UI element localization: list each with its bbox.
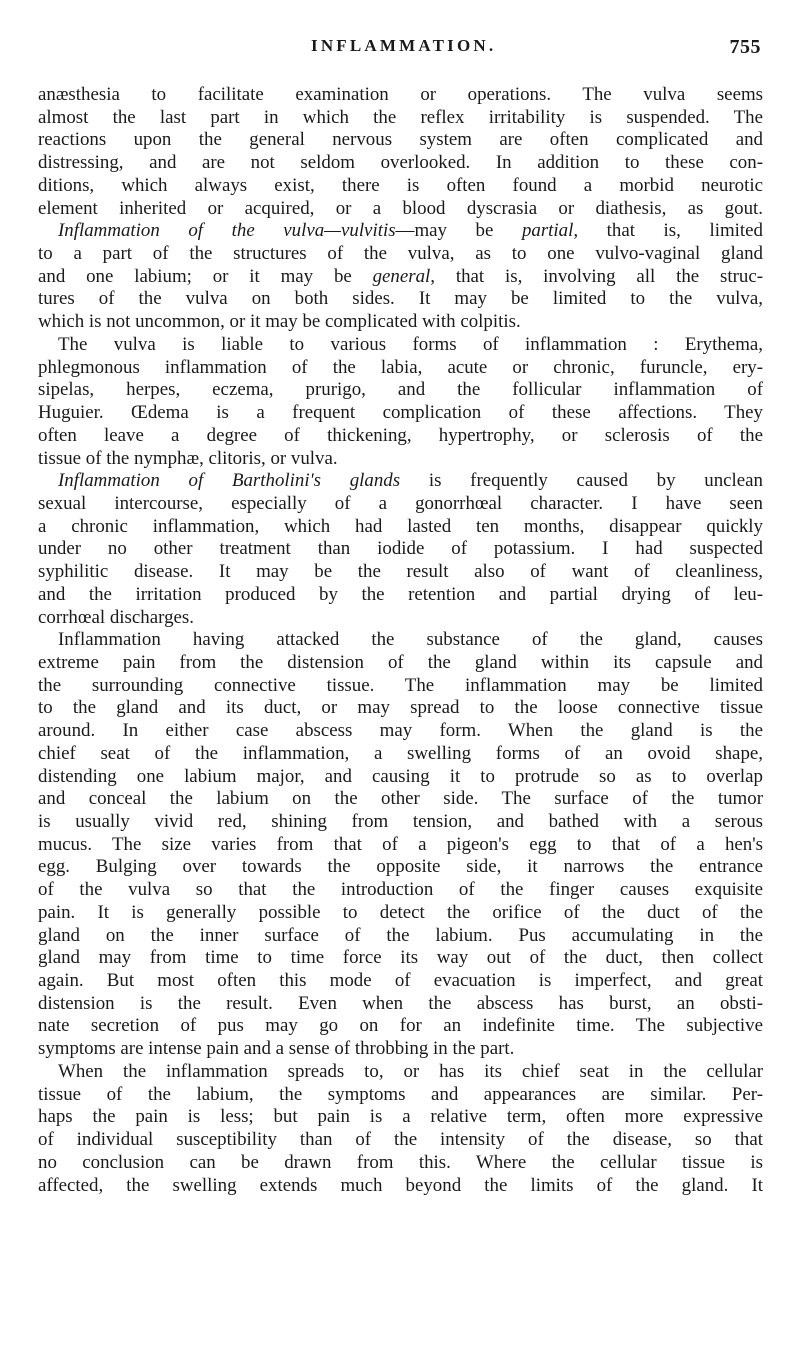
- text-line: which is not uncommon, or it may be complicated with colpitis.: [38, 311, 521, 333]
- text-line: affected, the swelling extends much beyond the limits of the gland. It: [38, 1174, 763, 1196]
- text-line: [38, 220, 763, 243]
- text-line: syphilitic disease. It may be the result also of want of cleanliness,: [38, 561, 763, 583]
- text-line: and conceal the labium on the other side. The surface of the tumor: [38, 788, 763, 810]
- text-line: to the gland and its duct, or may spread to the loose connective tissue: [38, 697, 763, 719]
- text-line: [38, 266, 763, 289]
- text-line: pain. It is generally possible to detect the orifice of the duct of the: [38, 901, 763, 923]
- text-line: Inflammation having attacked the substance of the gland, causes: [58, 629, 763, 651]
- text-line: Huguier. Œdema is a frequent complication of these affections. They: [38, 402, 763, 424]
- text-line: sipelas, herpes, eczema, prurigo, and the follicular inflammation of: [38, 379, 763, 401]
- text-line: nate secretion of pus may go on for an indefinite time. The subjective: [38, 1015, 763, 1037]
- text-line: mucus. The size varies from that of a pigeon's egg to that of a hen's: [38, 833, 763, 855]
- text-line: the surrounding connective tissue. The inflammation may be limited: [38, 674, 763, 696]
- text-line: egg. Bulging over towards the opposite side, it narrows the entrance: [38, 856, 763, 878]
- text-line: no conclusion can be drawn from this. Where the cellular tissue is: [38, 1151, 763, 1173]
- text-line: gland on the inner surface of the labium. Pus accumulating in the: [38, 924, 763, 946]
- text-line: and the irritation produced by the retention and partial drying of leu-: [38, 583, 763, 605]
- text-run: that is, limited: [578, 220, 763, 242]
- text-line: sexual intercourse, especially of a gonorrhœal character. I have seen: [38, 492, 763, 514]
- text-line: anæsthesia to facilitate examination or operations. The vulva seems: [38, 84, 763, 105]
- text-run: and one labium; or it may be: [38, 265, 373, 287]
- text-line: gland may from time to time force its way out of the duct, then collect: [38, 947, 763, 969]
- text-line: element inherited or acquired, or a blood dyscrasia or diathesis, as gout.: [38, 197, 763, 219]
- text-line: symptoms are intense pain and a sense of throbbing in the part.: [38, 1038, 515, 1060]
- text-line: often leave a degree of thickening, hypertrophy, or sclerosis of the: [38, 424, 763, 446]
- italic-term: Inflammation of Bartholini's glands: [58, 470, 401, 492]
- body-text: [38, 84, 763, 1197]
- text-line: [38, 470, 763, 493]
- text-line: ditions, which always exist, there is often found a morbid neurotic: [38, 174, 763, 196]
- text-line: distending one labium major, and causing it to protrude so as to overlap: [38, 765, 763, 787]
- text-line: is usually vivid red, shining from tension, and bathed with a serous: [38, 811, 763, 832]
- text-line: around. In either case abscess may form. When the gland is the: [38, 720, 763, 742]
- text-line: to a part of the structures of the vulva, as to one vulvo-vaginal gland: [38, 243, 763, 265]
- text-line: distension is the result. Even when the abscess has burst, an obsti-: [38, 992, 763, 1014]
- text-line: distressing, and are not seldom overlooked. In addition to these con-: [38, 152, 763, 174]
- text-run: is frequently caused by unclean: [400, 470, 763, 492]
- text-line: The vulva is liable to various forms of inflammation : Erythema,: [58, 333, 763, 355]
- text-line: almost the last part in which the reflex irritability is suspended. The: [38, 106, 763, 128]
- text-line: corrhœal discharges.: [38, 606, 194, 628]
- italic-term: general,: [372, 265, 436, 287]
- text-line: phlegmonous inflammation of the labia, acute or chronic, furuncle, ery-: [38, 356, 763, 378]
- text-line: chief seat of the inflammation, a swelling forms of an ovoid shape,: [38, 742, 763, 764]
- text-line: haps the pain is less; but pain is a relative term, often more expressive: [38, 1106, 763, 1128]
- text-line: When the inflammation spreads to, or has its chief seat in the cellular: [58, 1060, 763, 1082]
- text-line: under no other treatment than iodide of potassium. I had suspected: [38, 538, 763, 560]
- text-line: reactions upon the general nervous system are often complicated and: [38, 129, 763, 151]
- text-line: a chronic inflammation, which had lasted ten months, disappear quickly: [38, 515, 763, 537]
- italic-term: Inflammation of the vulva—vulvitis: [58, 220, 396, 242]
- text-run: —may be: [395, 220, 522, 242]
- page-number: 755: [729, 36, 761, 58]
- text-run: that is, involving all the struc-: [435, 265, 763, 287]
- page-header: [279, 36, 761, 60]
- text-line: extreme pain from the distension of the gland within its capsule and: [38, 651, 763, 673]
- text-line: of the vulva so that the introduction of the finger causes exquisite: [38, 879, 763, 901]
- text-line: of individual susceptibility than of the intensity of the disease, so that: [38, 1129, 763, 1151]
- text-line: tissue of the labium, the symptoms and appearances are similar. Per-: [38, 1083, 763, 1105]
- running-head: INFLAMMATION.: [311, 36, 497, 55]
- text-line: tissue of the nymphæ, clitoris, or vulva.: [38, 447, 338, 469]
- text-line: again. But most often this mode of evacuation is imperfect, and great: [38, 970, 763, 992]
- italic-term: partial,: [521, 220, 579, 242]
- text-line: tures of the vulva on both sides. It may be limited to the vulva,: [38, 288, 763, 310]
